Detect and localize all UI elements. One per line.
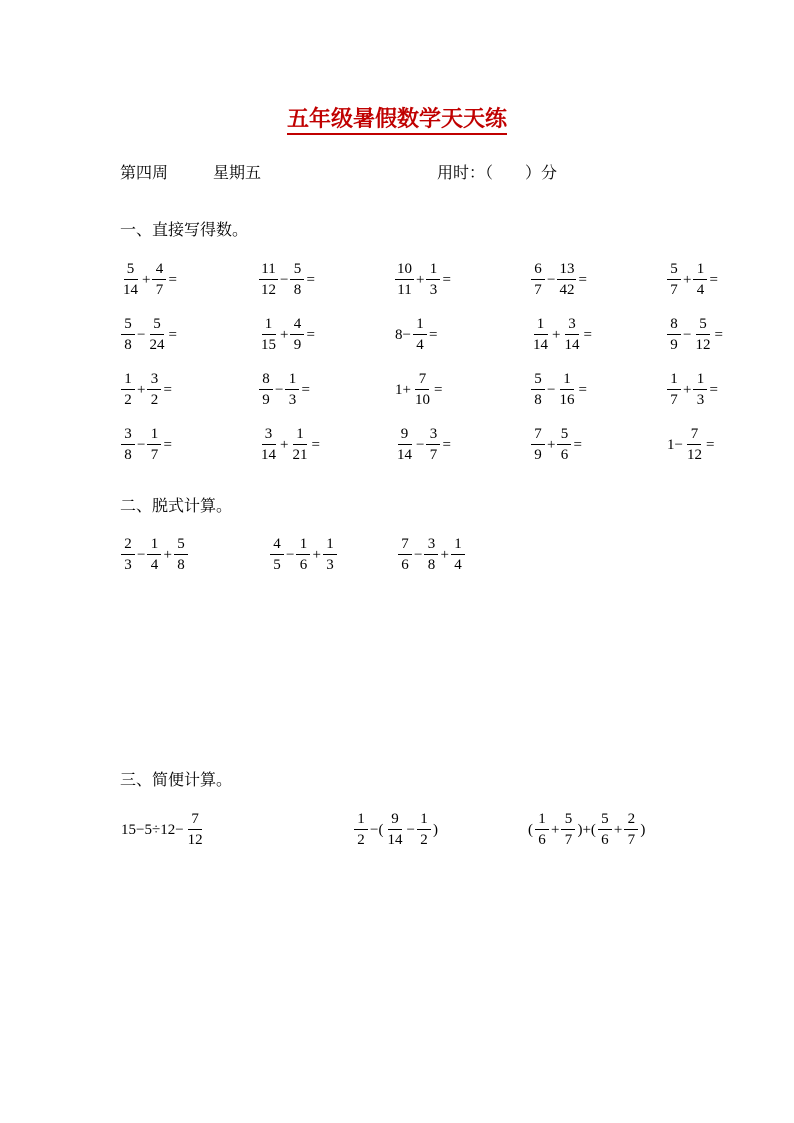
denominator: 7: [627, 832, 636, 848]
operator: −: [280, 271, 289, 288]
numerator: 1: [293, 427, 307, 445]
fraction: [395, 427, 414, 463]
denominator: 14: [533, 337, 548, 353]
denominator: 2: [357, 832, 365, 848]
operator: =: [311, 436, 320, 453]
math-expression: [120, 812, 206, 848]
numerator: 2: [121, 537, 135, 555]
math-expression: [394, 427, 452, 463]
denominator: 3: [124, 557, 132, 573]
denominator: 7: [534, 282, 542, 298]
operator: =: [428, 326, 438, 343]
denominator: 8: [124, 337, 132, 353]
fraction: [285, 372, 299, 408]
math-expression: [666, 427, 715, 463]
operator: +: [552, 326, 561, 343]
numerator: 4: [152, 262, 166, 280]
numerator: 6: [531, 262, 545, 280]
operator: (: [528, 821, 533, 838]
operator: =: [442, 271, 451, 288]
fraction: [147, 427, 161, 463]
fraction: [395, 262, 414, 298]
denominator: 9: [534, 447, 542, 463]
math-expression: [394, 372, 443, 408]
math-expression: [530, 262, 588, 298]
denominator: 7: [564, 832, 573, 848]
fraction: [354, 812, 368, 848]
operator: =: [709, 381, 718, 398]
operator: =: [306, 271, 315, 288]
math-expression: [353, 812, 439, 848]
numerator: 8: [667, 317, 681, 335]
denominator: 15: [261, 337, 276, 353]
fraction: [385, 812, 404, 848]
denominator: 7: [670, 392, 678, 408]
operator: −: [137, 546, 146, 563]
math-expression: [269, 537, 338, 573]
numerator: 1: [296, 537, 310, 555]
numerator: 1: [413, 317, 427, 335]
fraction: [667, 317, 681, 353]
denominator: 12: [695, 337, 711, 353]
math-expression: [394, 262, 452, 298]
operator: )+(: [577, 821, 596, 838]
numerator: 5: [598, 812, 612, 830]
numerator: 1: [285, 372, 299, 390]
operator: =: [578, 381, 587, 398]
denominator: 16: [559, 392, 575, 408]
denominator: 4: [416, 337, 424, 353]
operator: +: [683, 381, 692, 398]
fraction: [417, 812, 431, 848]
numerator: 1: [354, 812, 368, 830]
denominator: 2: [150, 392, 159, 408]
denominator: 2: [420, 832, 428, 848]
numerator: 1: [121, 372, 135, 390]
section-2-heading: 二、脱式计算。: [120, 496, 233, 515]
time-label: 用时：（ ）分: [437, 163, 558, 182]
fraction: [624, 812, 638, 848]
fraction: [531, 317, 550, 353]
fraction: [557, 372, 576, 408]
math-expression: [530, 317, 593, 353]
operator: +: [312, 546, 321, 563]
operator: 8−: [395, 326, 411, 343]
denominator: 42: [559, 282, 575, 298]
denominator: 12: [686, 447, 702, 463]
fraction: [296, 537, 310, 573]
denominator: 14: [261, 447, 276, 463]
operator: +: [280, 326, 289, 343]
denominator: 6: [601, 832, 609, 848]
denominator: 3: [326, 557, 334, 573]
section-1-heading: 一、直接写得数。: [120, 220, 249, 239]
denominator: 8: [177, 557, 185, 573]
operator: +: [551, 821, 560, 838]
week-label: 第四周: [120, 163, 169, 182]
day-label: 星期五: [213, 163, 262, 182]
operator: +: [683, 271, 692, 288]
fraction: [531, 427, 545, 463]
fraction: [121, 427, 135, 463]
denominator: 9: [670, 337, 678, 353]
numerator: 8: [259, 372, 273, 390]
numerator: 1: [426, 262, 440, 280]
denominator: 9: [293, 337, 302, 353]
denominator: 14: [564, 337, 580, 353]
numerator: 1: [693, 262, 707, 280]
denominator: 14: [387, 832, 403, 848]
math-expression: [258, 372, 311, 408]
fraction: [413, 317, 427, 353]
operator: 1−: [667, 436, 683, 453]
fraction: [290, 427, 309, 463]
numerator: 5: [557, 427, 571, 445]
fraction: [598, 812, 612, 848]
numerator: 1: [451, 537, 465, 555]
numerator: 11: [259, 262, 277, 280]
denominator: 4: [150, 557, 159, 573]
fraction: [531, 262, 545, 298]
operator: =: [573, 436, 582, 453]
fraction: [561, 812, 575, 848]
math-expression: [258, 262, 316, 298]
numerator: 9: [398, 427, 412, 445]
denominator: 4: [454, 557, 462, 573]
operator: −: [137, 326, 146, 343]
denominator: 24: [149, 337, 165, 353]
operator: +: [416, 271, 425, 288]
numerator: 7: [531, 427, 545, 445]
denominator: 21: [292, 447, 308, 463]
numerator: 2: [624, 812, 638, 830]
math-expression: [530, 427, 583, 463]
numerator: 1: [667, 372, 681, 390]
numerator: 1: [323, 537, 337, 555]
numerator: 1: [147, 427, 161, 445]
fraction: [667, 372, 681, 408]
fraction: [147, 317, 166, 353]
denominator: 3: [696, 392, 705, 408]
denominator: 8: [427, 557, 436, 573]
fraction: [693, 317, 712, 353]
denominator: 12: [261, 282, 276, 298]
numerator: 1: [693, 372, 707, 390]
denominator: 6: [538, 832, 546, 848]
operator: ): [640, 821, 646, 838]
fraction: [121, 262, 140, 298]
fraction: [398, 537, 412, 573]
numerator: 1: [147, 537, 161, 555]
denominator: 3: [429, 282, 438, 298]
operator: =: [301, 381, 310, 398]
fraction: [152, 262, 166, 298]
operator: −: [286, 546, 295, 563]
numerator: 1: [417, 812, 431, 830]
operator: =: [714, 326, 723, 343]
operator: =: [709, 271, 718, 288]
operator: =: [583, 326, 592, 343]
operator: +: [137, 381, 146, 398]
denominator: 14: [397, 447, 412, 463]
operator: +: [547, 436, 556, 453]
operator: −: [137, 436, 146, 453]
fraction: [685, 427, 704, 463]
fraction: [259, 262, 278, 298]
operator: ): [432, 821, 438, 838]
numerator: 4: [290, 317, 304, 335]
math-expression: [666, 372, 719, 408]
fraction: [531, 372, 545, 408]
numerator: 5: [696, 317, 710, 335]
fraction: [147, 372, 161, 408]
denominator: 3: [288, 392, 297, 408]
numerator: 4: [270, 537, 284, 555]
fraction: [557, 427, 571, 463]
numerator: 5: [174, 537, 188, 555]
fraction: [557, 262, 576, 298]
fraction: [121, 537, 135, 573]
numerator: 1: [262, 317, 276, 335]
fraction: [147, 537, 161, 573]
operator: +: [440, 546, 449, 563]
operator: +: [163, 546, 172, 563]
operator: =: [168, 326, 177, 343]
operator: =: [168, 271, 177, 288]
numerator: 3: [565, 317, 579, 335]
denominator: 9: [262, 392, 270, 408]
denominator: 5: [273, 557, 281, 573]
numerator: 5: [124, 262, 138, 280]
fraction: [451, 537, 465, 573]
fraction: [259, 372, 273, 408]
operator: +: [142, 271, 151, 288]
fraction: [186, 812, 205, 848]
operator: −(: [370, 821, 384, 838]
fraction: [323, 537, 337, 573]
numerator: 13: [557, 262, 576, 280]
operator: =: [163, 381, 172, 398]
denominator: 14: [123, 282, 138, 298]
denominator: 2: [124, 392, 132, 408]
operator: −: [416, 436, 425, 453]
fraction: [413, 372, 432, 408]
denominator: 12: [187, 832, 203, 848]
numerator: 7: [687, 427, 701, 445]
numerator: 3: [121, 427, 135, 445]
fraction: [693, 262, 707, 298]
math-expression: [258, 317, 316, 353]
denominator: 7: [429, 447, 438, 463]
fraction: [174, 537, 188, 573]
denominator: 8: [124, 447, 132, 463]
fraction: [290, 262, 304, 298]
fraction: [693, 372, 707, 408]
operator: −: [547, 381, 556, 398]
denominator: 6: [560, 447, 569, 463]
math-expression: [666, 262, 719, 298]
operator: −: [683, 326, 692, 343]
fraction: [290, 317, 304, 353]
numerator: 9: [388, 812, 402, 830]
denominator: 7: [150, 447, 159, 463]
denominator: 7: [670, 282, 678, 298]
fraction: [121, 317, 135, 353]
math-expression: [120, 537, 189, 573]
math-expression: [530, 372, 588, 408]
numerator: 5: [121, 317, 135, 335]
denominator: 8: [293, 282, 302, 298]
numerator: 3: [262, 427, 276, 445]
page-title: 五年级暑假数学天天练: [0, 102, 794, 133]
denominator: 10: [414, 392, 430, 408]
operator: 15−5÷12−: [121, 821, 184, 838]
numerator: 5: [561, 812, 575, 830]
fraction: [121, 372, 135, 408]
fraction: [562, 317, 581, 353]
denominator: 6: [299, 557, 308, 573]
denominator: 6: [401, 557, 409, 573]
fraction: [259, 317, 278, 353]
numerator: 7: [188, 812, 202, 830]
operator: =: [705, 436, 715, 453]
denominator: 7: [155, 282, 164, 298]
numerator: 10: [395, 262, 414, 280]
numerator: 5: [290, 262, 304, 280]
math-expression: [120, 262, 178, 298]
fraction: [270, 537, 284, 573]
operator: −: [414, 546, 423, 563]
fraction: [426, 262, 440, 298]
fraction: [535, 812, 549, 848]
math-expression: [120, 317, 178, 353]
fraction: [259, 427, 278, 463]
math-expression: [527, 812, 646, 848]
denominator: 11: [397, 282, 412, 298]
fraction: [667, 262, 681, 298]
operator: =: [433, 381, 443, 398]
math-expression: [120, 427, 173, 463]
operator: =: [442, 436, 451, 453]
math-expression: [258, 427, 321, 463]
numerator: 3: [424, 537, 438, 555]
numerator: 7: [415, 372, 429, 390]
numerator: 3: [426, 427, 440, 445]
fraction: [426, 427, 440, 463]
fraction: [424, 537, 438, 573]
numerator: 1: [534, 317, 548, 335]
math-expression: [394, 317, 438, 353]
math-expression: [397, 537, 466, 573]
operator: −: [406, 821, 415, 838]
numerator: 5: [150, 317, 164, 335]
operator: +: [613, 821, 623, 838]
operator: +: [280, 436, 289, 453]
operator: =: [306, 326, 315, 343]
math-expression: [666, 317, 724, 353]
operator: −: [547, 271, 556, 288]
numerator: 1: [535, 812, 549, 830]
section-3-heading: 三、简便计算。: [120, 770, 233, 789]
operator: =: [578, 271, 587, 288]
operator: =: [163, 436, 172, 453]
operator: 1+: [395, 381, 411, 398]
numerator: 5: [667, 262, 681, 280]
denominator: 4: [696, 282, 705, 298]
numerator: 3: [147, 372, 161, 390]
denominator: 8: [534, 392, 542, 408]
operator: −: [275, 381, 284, 398]
numerator: 5: [531, 372, 545, 390]
numerator: 7: [398, 537, 412, 555]
numerator: 1: [560, 372, 574, 390]
math-expression: [120, 372, 173, 408]
